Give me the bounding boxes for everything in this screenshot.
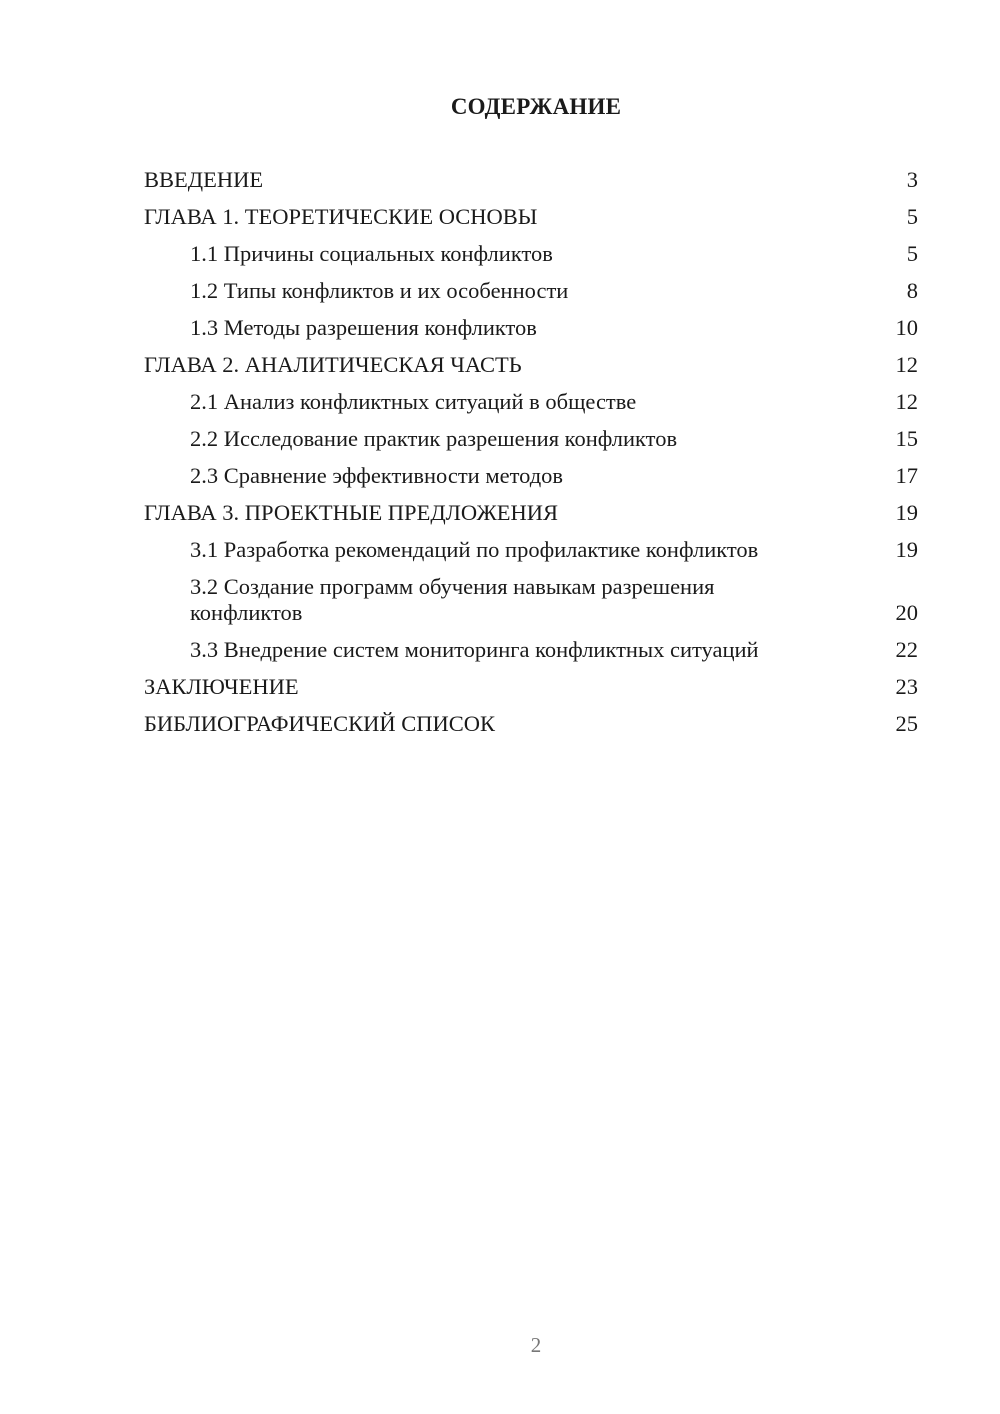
toc-entry-page: 15 [895,426,918,451]
toc-entry-text: 1.1 Причины социальных конфликтов [190,241,553,266]
toc-entry-page: 12 [895,352,918,377]
toc-entry-text: 3.3 Внедрение систем мониторинга конфликтных ситуаций [190,637,759,662]
toc-entry-page: 17 [895,463,918,488]
toc-entry-chapter-1[interactable] [144,204,918,230]
toc-entry-section-2-2[interactable] [144,426,918,452]
toc-entry-text: 2.2 Исследование практик разрешения конфликтов [190,426,678,451]
toc-entry-page: 23 [895,674,918,699]
toc-entry-section-3-1[interactable] [144,537,918,563]
toc-title: СОДЕРЖАНИЕ [450,94,622,119]
toc-entry-page: 3 [906,167,918,192]
toc-entry-text: ГЛАВА 1. ТЕОРЕТИЧЕСКИЕ ОСНОВЫ [144,204,538,229]
toc-entry-text: ЗАКЛЮЧЕНИЕ [144,674,299,699]
toc-entry-text: ГЛАВА 2. АНАЛИТИЧЕСКАЯ ЧАСТЬ [144,352,522,377]
toc-entry-text: 3.1 Разработка рекомендаций по профилактике конфликтов [190,537,759,562]
toc-entry-section-1-2[interactable] [144,278,918,304]
toc-entry-page: 5 [906,204,918,229]
toc-entry-text: 2.3 Сравнение эффективности методов [190,463,564,488]
toc-entry-introduction[interactable] [144,167,918,193]
toc-entry-text: БИБЛИОГРАФИЧЕСКИЙ СПИСОК [144,711,496,736]
toc-entry-bibliography[interactable] [144,711,918,737]
toc-entry-text: ВВЕДЕНИЕ [144,167,264,192]
toc-entry-page: 22 [895,637,918,662]
toc-entry-text: 1.2 Типы конфликтов и их особенности [190,278,569,303]
toc-entry-page: 19 [895,537,918,562]
toc-entry-page: 12 [895,389,918,414]
toc-entry-section-2-1[interactable] [144,389,918,415]
toc-entry-conclusion[interactable] [144,674,918,700]
toc-entry-section-1-1[interactable] [144,241,918,267]
toc-entry-section-3-3[interactable] [144,637,918,663]
toc-entry-page: 8 [906,278,918,303]
toc-entry-chapter-3[interactable] [144,500,918,526]
toc-entry-text: 3.2 Создание программ обучения навыкам разрешения конфликтов [190,574,715,625]
toc-entry-page: 10 [895,315,918,340]
toc-entry-text: 1.3 Методы разрешения конфликтов [190,315,537,340]
toc-entry-page: 20 [895,600,918,625]
toc-entry-text: ГЛАВА 3. ПРОЕКТНЫЕ ПРЕДЛОЖЕНИЯ [144,500,559,525]
toc-entry-page: 5 [906,241,918,266]
toc-entry-text: 2.1 Анализ конфликтных ситуаций в обществе [190,389,637,414]
toc-entry-section-1-3[interactable] [144,315,918,341]
toc-entry-page: 25 [895,711,918,736]
toc-entry-chapter-2[interactable] [144,352,918,378]
toc-entry-page: 19 [895,500,918,525]
table-of-contents [144,167,918,748]
toc-entry-section-3-2[interactable] [144,574,918,626]
toc-entry-section-2-3[interactable] [144,463,918,489]
page-number: 2 [530,1333,542,1357]
